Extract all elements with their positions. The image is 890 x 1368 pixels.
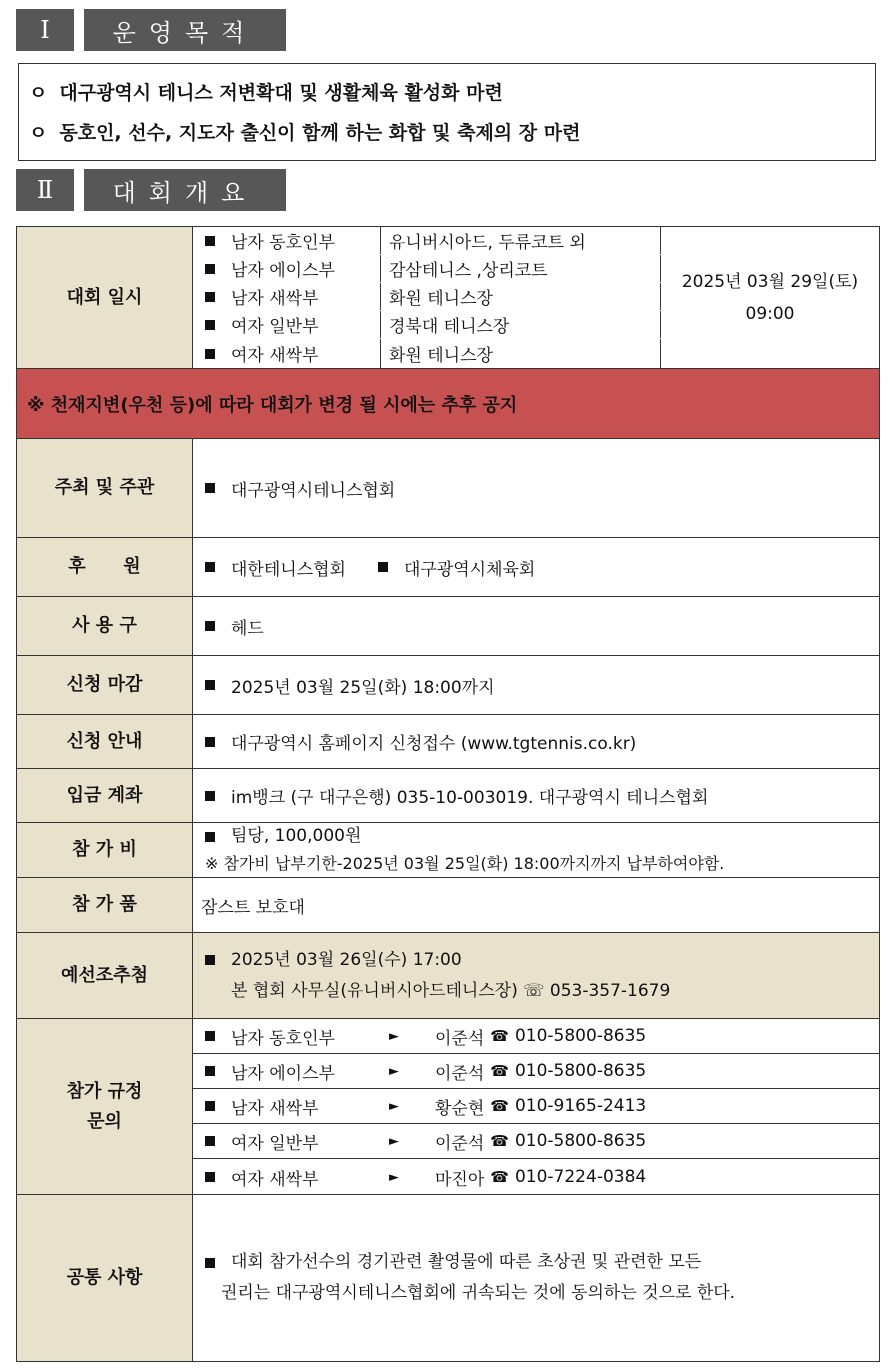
inquiry-phone: 010-7224-0384 — [514, 1167, 647, 1187]
square-bullet-icon — [378, 562, 388, 572]
triangle-arrow-icon: ► — [389, 1133, 399, 1149]
purpose-text: 동호인, 선수, 지도자 출신이 함께 하는 화합 및 축제의 장 마련 — [59, 122, 581, 144]
triangle-arrow-icon: ► — [389, 1028, 399, 1044]
deadline-value: 2025년 03월 25일(화) 18:00까지 — [231, 677, 495, 698]
competition-overview-table — [16, 226, 880, 1362]
inquiry-phone: 010-9165-2413 — [514, 1096, 647, 1116]
square-bullet-icon — [205, 680, 215, 690]
deadline-label: 신청 마감 — [17, 656, 193, 714]
inquiry-label — [17, 1019, 193, 1194]
division-name: 남자 새싹부 — [231, 289, 319, 309]
division-venue: 경북대 테니스장 — [381, 311, 661, 338]
sponsor-value: 대구광역시체육회 — [403, 559, 536, 580]
account-value: im뱅크 (구 대구은행) 035-10-003019. 대구광역시 테니스협회 — [231, 788, 709, 808]
telephone-icon: ☎ — [490, 1062, 509, 1080]
sponsor-label: 후 원 — [17, 538, 193, 596]
inquiry-division: 여자 일반부 — [231, 1133, 319, 1154]
section-1-number: Ⅰ — [16, 9, 74, 51]
section-2-number: Ⅱ — [16, 169, 74, 211]
fee-value: 팀당, 100,000원 — [231, 826, 362, 846]
triangle-arrow-icon: ► — [389, 1098, 399, 1114]
division-name: 여자 일반부 — [231, 317, 319, 337]
square-bullet-icon — [205, 320, 215, 330]
host-value: 대구광역시테니스협회 — [231, 480, 396, 501]
purpose-item — [29, 118, 580, 145]
inquiry-contact: 마진아 — [435, 1169, 485, 1190]
telephone-icon: ☎ — [490, 1132, 509, 1150]
square-bullet-icon — [205, 349, 215, 359]
square-bullet-icon — [205, 1136, 215, 1146]
inquiry-contact: 이준석 — [435, 1063, 485, 1084]
purpose-box — [18, 63, 876, 161]
inquiry-contact: 황순현 — [435, 1098, 485, 1119]
square-bullet-icon — [205, 1172, 215, 1182]
square-bullet-icon — [205, 562, 215, 572]
draw-label: 예선조추첨 — [17, 933, 193, 1018]
common-row — [17, 1194, 879, 1361]
purpose-text: 대구광역시 테니스 저변확대 및 생활체육 활성화 마련 — [59, 82, 503, 104]
division-venue: 감삼테니스 ,상리코트 — [381, 255, 661, 282]
telephone-icon: ☎ — [490, 1168, 509, 1186]
square-bullet-icon — [205, 1101, 215, 1111]
division-venue: 화원 테니스장 — [381, 283, 661, 310]
square-bullet-icon — [205, 791, 215, 801]
telephone-icon: ☎ — [490, 1027, 509, 1045]
inquiry-contact-row — [193, 1019, 879, 1054]
schedule-time: 09:00 — [745, 303, 795, 324]
division-venue: 화원 테니스장 — [381, 339, 661, 368]
sponsor-row — [17, 537, 879, 596]
square-bullet-icon — [205, 236, 215, 246]
square-bullet-icon — [205, 483, 215, 493]
inquiry-contact-row — [193, 1089, 879, 1124]
inquiry-contact-row — [193, 1159, 879, 1195]
circle-bullet-icon: ㅇ — [29, 82, 48, 104]
square-bullet-icon — [205, 1066, 215, 1076]
inquiry-label-line: 문의 — [87, 1110, 122, 1132]
schedule-datetime — [661, 227, 879, 368]
triangle-arrow-icon: ► — [389, 1063, 399, 1079]
schedule-row — [17, 227, 879, 368]
ball-label: 사 용 구 — [17, 597, 193, 655]
purpose-item — [29, 78, 503, 105]
common-text-line: 대회 참가선수의 경기관련 촬영물에 따른 초상권 및 관련한 모든 — [231, 1252, 702, 1272]
inquiry-contact: 이준석 — [435, 1028, 485, 1049]
sponsor-value: 대한테니스협회 — [231, 559, 346, 580]
telephone-icon: ☎ — [490, 1097, 509, 1115]
square-bullet-icon — [205, 955, 215, 965]
draw-value: 2025년 03월 26일(수) 17:00 — [231, 949, 462, 970]
common-text-line: 권리는 대구광역시테니스협회에 귀속되는 것에 동의하는 것으로 한다. — [221, 1283, 736, 1303]
square-bullet-icon — [205, 292, 215, 302]
ball-value: 헤드 — [231, 618, 264, 639]
fee-label: 참 가 비 — [17, 823, 193, 877]
square-bullet-icon — [205, 621, 215, 631]
division-venue: 유니버시아드, 두류코트 외 — [381, 227, 661, 254]
gift-row — [17, 877, 879, 932]
apply-label: 신청 안내 — [17, 715, 193, 768]
schedule-date: 2025년 03월 29일(토) — [681, 271, 859, 292]
triangle-arrow-icon: ► — [389, 1169, 399, 1185]
inquiry-division: 남자 새싹부 — [231, 1098, 319, 1119]
weather-notice: ※ 천재지변(우천 등)에 따라 대회가 변경 될 시에는 추후 공지 — [17, 368, 879, 439]
gift-label: 참 가 품 — [17, 878, 193, 932]
account-row — [17, 768, 879, 822]
ball-row — [17, 596, 879, 655]
division-name: 여자 새싹부 — [231, 346, 319, 366]
inquiry-division: 남자 에이스부 — [231, 1063, 335, 1084]
schedule-label: 대회 일시 — [17, 227, 193, 368]
section-1-title: 운영목적 — [84, 9, 286, 51]
inquiry-phone: 010-5800-8635 — [514, 1061, 647, 1081]
square-bullet-icon — [205, 1031, 215, 1041]
division-name: 남자 동호인부 — [231, 233, 335, 253]
draw-place: 본 협회 사무실(유니버시아드테니스장) ☏ 053-357-1679 — [231, 980, 671, 1001]
inquiry-phone: 010-5800-8635 — [514, 1026, 647, 1046]
circle-bullet-icon: ㅇ — [29, 122, 48, 144]
inquiry-contact-row — [193, 1124, 879, 1159]
deadline-row — [17, 655, 879, 714]
host-row — [17, 439, 879, 537]
square-bullet-icon — [205, 737, 215, 747]
inquiry-division: 여자 새싹부 — [231, 1169, 319, 1190]
apply-value: 대구광역시 홈페이지 신청접수 (www.tgtennis.co.kr) — [231, 734, 637, 754]
square-bullet-icon — [205, 264, 215, 274]
fee-row — [17, 822, 879, 877]
inquiry-row — [17, 1018, 879, 1194]
account-label: 입금 계좌 — [17, 769, 193, 822]
inquiry-contact-row — [193, 1054, 879, 1089]
common-label: 공통 사항 — [17, 1195, 193, 1361]
inquiry-contact: 이준석 — [435, 1133, 485, 1154]
section-2-title: 대회개요 — [84, 169, 286, 211]
inquiry-label-line: 참가 규정 — [66, 1080, 143, 1102]
inquiry-phone: 010-5800-8635 — [514, 1131, 647, 1151]
square-bullet-icon — [205, 1258, 215, 1268]
square-bullet-icon — [205, 832, 215, 842]
draw-row — [17, 932, 879, 1018]
inquiry-division: 남자 동호인부 — [231, 1028, 335, 1049]
apply-row — [17, 714, 879, 768]
fee-note: ※ 참가비 납부기한-2025년 03월 25일(화) 18:00까지까지 납부하여야함. — [205, 854, 725, 873]
division-name: 남자 에이스부 — [231, 261, 335, 281]
gift-value: 잠스트 보호대 — [201, 897, 305, 918]
host-label: 주최 및 주관 — [17, 439, 193, 537]
